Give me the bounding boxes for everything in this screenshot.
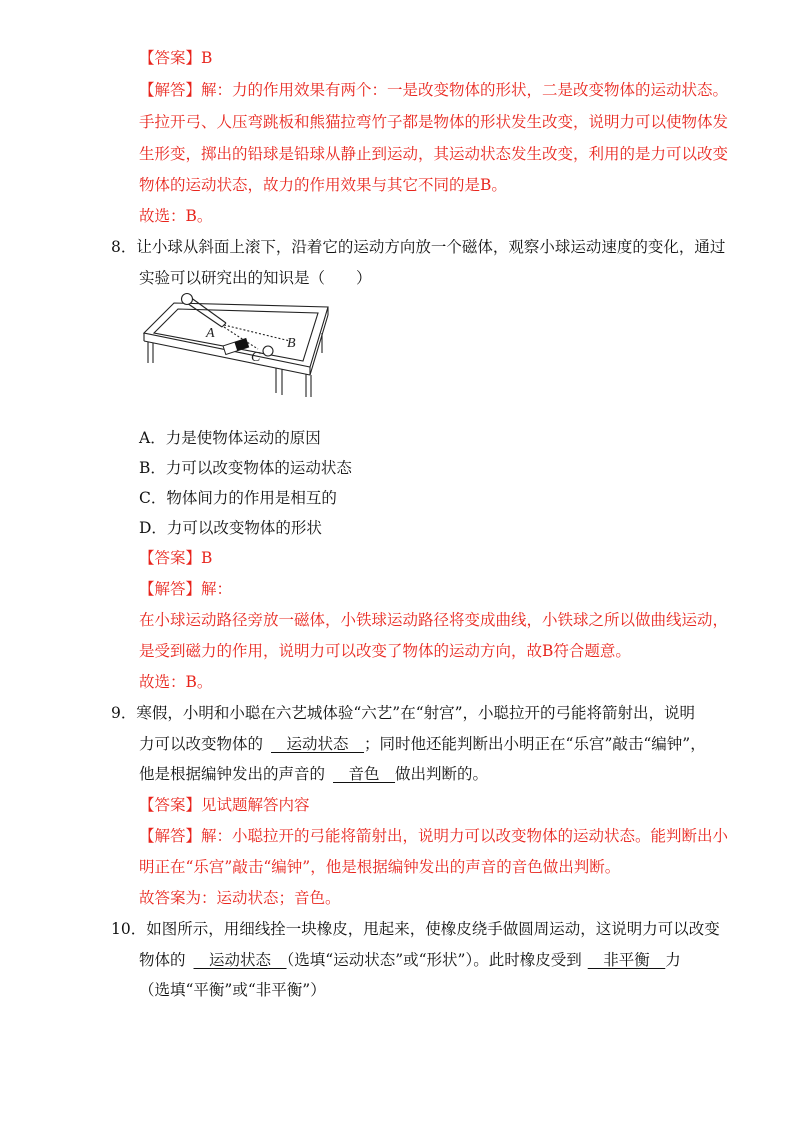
q9-analysis-line-1 <box>139 826 728 846</box>
q8-stem-line-1: 8．让小球从斜面上滚下，沿着它的运动方向放一个磁体，观察小球运动速度的变化，通过 <box>111 238 726 256</box>
q10-stem-line-3: （选填“平衡”或“非平衡”） <box>139 981 326 999</box>
q7-conclusion: 故选：B。 <box>139 207 213 225</box>
stem-text: 力可以改变物体的 <box>139 735 264 753</box>
ball-c <box>263 346 273 356</box>
label-c: C <box>251 350 261 365</box>
straight-path <box>224 325 290 341</box>
q8-analysis-line-1: 在小球运动路径旁放一磁体，小铁球运动路径将变成曲线，小铁球之所以做曲线运动， <box>139 611 729 629</box>
q8-option-b: B．力可以改变物体的运动状态 <box>139 459 352 477</box>
label-b: B <box>287 336 296 351</box>
q9-stem-line-2 <box>139 734 706 754</box>
q8-stem-line-2: 实验可以研究出的知识是（ ） <box>139 269 372 287</box>
stem-text: 他是根据编钟发出的声音的 <box>139 765 326 783</box>
q7-analysis-line-2: 手拉开弓、人压弯跳板和熊猫拉弯竹子都是物体的形状发生改变，说明力可以使物体发 <box>139 113 729 131</box>
q9-analysis-line-2: 明正在“乐宫”敲击“编钟”，他是根据编钟发出的声音的音色做出判断。 <box>139 858 621 876</box>
q7-analysis-line-4: 物体的运动状态，故力的作用效果与其它不同的是B。 <box>139 176 507 194</box>
blank-answer: 音色 <box>333 765 396 783</box>
q8-option-d: D．力可以改变物体的形状 <box>139 519 322 537</box>
stem-text: 力 <box>665 951 681 969</box>
q10-stem-line-1: 10．如图所示，用细线拴一块橡皮，甩起来，使橡皮绕手做圆周运动，这说明力可以改变 <box>111 920 720 938</box>
q9-conclusion: 故答案为：运动状态；音色。 <box>139 889 341 907</box>
analysis-text: 解：力的作用效果有两个：一是改变物体的形状，二是改变物体的运动状态。 <box>201 81 729 99</box>
label-a: A <box>206 326 215 341</box>
analysis-lead: 【解答】 <box>139 81 202 99</box>
analysis-text: 解：小聪拉开的弓能将箭射出，说明力可以改变物体的运动状态。能判断出小 <box>201 827 729 845</box>
q8-conclusion: 故选：B。 <box>139 673 213 691</box>
blank-answer: 运动状态 <box>193 951 287 969</box>
q9-stem-line-3 <box>139 764 488 784</box>
q10-stem-line-2 <box>139 950 681 970</box>
stem-text: ；同时他还能判断出小明正在“乐宫”敲击“编钟”， <box>364 735 706 753</box>
analysis-lead: 【解答】 <box>139 580 202 598</box>
stem-text: 做出判断的。 <box>395 765 489 783</box>
q8-option-c: C．物体间力的作用是相互的 <box>139 489 337 507</box>
q7-answer: 【答案】B <box>139 49 213 67</box>
analysis-text: 解： <box>201 580 233 598</box>
q8-analysis-line-0 <box>139 579 232 599</box>
blank-answer: 运动状态 <box>271 735 365 753</box>
stem-text: 物体的 <box>139 951 186 969</box>
q8-answer: 【答案】B <box>139 549 213 567</box>
q7-analysis-line-3: 生形变，掷出的铅球是铅球从静止到运动，其运动状态发生改变，利用的是力可以改变 <box>139 145 729 163</box>
q8-option-a: A．力是使物体运动的原因 <box>139 429 321 447</box>
q7-analysis-line-1 <box>139 80 728 100</box>
q9-answer: 【答案】见试题解答内容 <box>139 796 310 814</box>
analysis-lead: 【解答】 <box>139 827 202 845</box>
ball-start <box>182 294 193 305</box>
blank-answer: 非平衡 <box>587 951 666 969</box>
rolling-ball-magnet-illustration <box>140 289 330 401</box>
q8-figure <box>140 289 330 401</box>
ramp <box>184 301 222 327</box>
stem-text: （选填“运动状态”或“形状”）。此时橡皮受到 <box>286 951 582 969</box>
q9-stem-line-1: 9．寒假，小明和小聪在六艺城体验“六艺”在“射宫”，小聪拉开的弓能将箭射出，说明 <box>111 704 696 722</box>
q8-analysis-line-2: 是受到磁力的作用，说明力可以改变了物体的运动方向，故B符合题意。 <box>139 642 631 660</box>
